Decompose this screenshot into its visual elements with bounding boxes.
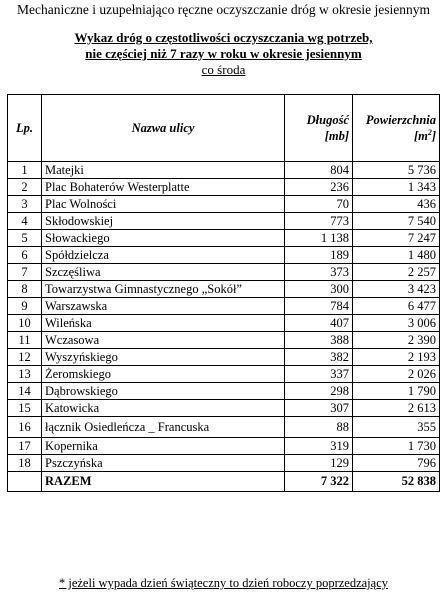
row-lp: 2 — [8, 179, 42, 196]
table-row — [8, 162, 440, 179]
row-street-name: Wyszyńskiego — [42, 349, 285, 366]
row-area: 2 026 — [353, 366, 440, 383]
row-lp: 12 — [8, 349, 42, 366]
row-length: 1 138 — [285, 230, 353, 247]
row-length: 388 — [285, 332, 353, 349]
total-lp-cell — [8, 472, 42, 492]
row-area: 436 — [353, 196, 440, 213]
document-title: Mechaniczne i uzupełniająco ręczne oczyszczanie dróg w okresie jesiennym — [16, 2, 431, 17]
row-lp: 7 — [8, 264, 42, 281]
row-length: 784 — [285, 298, 353, 315]
row-street-name: Szczęśliwa — [42, 264, 285, 281]
header-length — [285, 95, 353, 162]
row-street-name: Warszawska — [42, 298, 285, 315]
row-street-name: Wileńska — [42, 315, 285, 332]
total-label: RAZEM — [42, 472, 285, 492]
row-lp: 14 — [8, 383, 42, 400]
row-area: 3 423 — [353, 281, 440, 298]
header-area-unit: $[m^2]$ — [413, 127, 436, 143]
row-lp: 1 — [8, 162, 42, 179]
row-street-name: Żeromskiego — [42, 366, 285, 383]
header-area — [353, 95, 440, 162]
row-area: 2 257 — [353, 264, 440, 281]
row-street-name: Pszczyńska — [42, 455, 285, 472]
table-row — [8, 213, 440, 230]
table-row — [8, 400, 440, 417]
row-lp: 13 — [8, 366, 42, 383]
row-street-name: Plac Wolności — [42, 196, 285, 213]
row-street-name: Skłodowskiej — [42, 213, 285, 230]
row-street-name: Dąbrowskiego — [42, 383, 285, 400]
row-street-name: Katowicka — [42, 400, 285, 417]
row-length: 70 — [285, 196, 353, 213]
row-lp: 3 — [8, 196, 42, 213]
row-lp: 11 — [8, 332, 42, 349]
header-row — [8, 95, 440, 162]
row-length: 129 — [285, 455, 353, 472]
table-row — [8, 281, 440, 298]
row-area: 2 390 — [353, 332, 440, 349]
table-row — [8, 179, 440, 196]
row-lp: 18 — [8, 455, 42, 472]
row-area: 5 736 — [353, 162, 440, 179]
row-length: 337 — [285, 366, 353, 383]
row-area: 1 790 — [353, 383, 440, 400]
table-row — [8, 315, 440, 332]
row-area: 3 006 — [353, 315, 440, 332]
row-street-name: Matejki — [42, 162, 285, 179]
total-length: 7 322 — [285, 472, 353, 492]
table-row — [8, 349, 440, 366]
row-lp: 8 — [8, 281, 42, 298]
table-row — [8, 247, 440, 264]
row-lp: 5 — [8, 230, 42, 247]
row-street-name: łącznik Osiedleńcza _ Francuska — [42, 417, 285, 438]
row-length: 382 — [285, 349, 353, 366]
row-length: 307 — [285, 400, 353, 417]
row-lp: 9 — [8, 298, 42, 315]
row-length: 300 — [285, 281, 353, 298]
header-lp: Lp. — [8, 95, 42, 162]
row-length: 189 — [285, 247, 353, 264]
row-street-name: Towarzystwa Gimnastycznego „Sokół” — [42, 281, 285, 298]
table-row — [8, 298, 440, 315]
table-row — [8, 366, 440, 383]
row-length: 88 — [285, 417, 353, 438]
row-street-name: Kopernika — [42, 438, 285, 455]
row-area: 355 — [353, 417, 440, 438]
row-lp: 4 — [8, 213, 42, 230]
total-row — [8, 472, 440, 492]
table-row — [8, 383, 440, 400]
header-length-label: Długość — [306, 113, 349, 127]
subtitle-line-3: co środa — [201, 62, 246, 77]
row-lp: 17 — [8, 438, 42, 455]
table-row — [8, 332, 440, 349]
table-body — [8, 162, 440, 472]
subtitle-line-1: Wykaz dróg o częstotliwości oczyszczania wg potrzeb, — [74, 30, 373, 45]
row-area: 1 480 — [353, 247, 440, 264]
row-area: 7 247 — [353, 230, 440, 247]
row-lp: 10 — [8, 315, 42, 332]
row-area: 7 540 — [353, 213, 440, 230]
table-row — [8, 438, 440, 455]
table-row — [8, 455, 440, 472]
row-street-name: Wczasowa — [42, 332, 285, 349]
row-street-name: Słowackiego — [42, 230, 285, 247]
row-length: 236 — [285, 179, 353, 196]
row-length: 373 — [285, 264, 353, 281]
row-area: 796 — [353, 455, 440, 472]
footnote: * jeżeli wypada dzień świąteczny to dzień roboczy poprzedzający — [58, 576, 388, 590]
header-length-unit: [mb] — [324, 129, 349, 143]
table-row — [8, 230, 440, 247]
header-street-name: Nazwa ulicy — [42, 95, 285, 162]
row-lp: 6 — [8, 247, 42, 264]
table-row — [8, 196, 440, 213]
row-area: 2 613 — [353, 400, 440, 417]
row-area: 1 343 — [353, 179, 440, 196]
row-length: 804 — [285, 162, 353, 179]
row-area: 6 477 — [353, 298, 440, 315]
row-length: 298 — [285, 383, 353, 400]
table-row — [8, 417, 440, 438]
total-area: 52 838 — [353, 472, 440, 492]
row-area: 2 193 — [353, 349, 440, 366]
subtitle-line-2: nie częściej niż 7 razy w roku w okresie jesiennym — [85, 46, 362, 61]
row-lp: 16 — [8, 417, 42, 438]
row-length: 407 — [285, 315, 353, 332]
row-length: 773 — [285, 213, 353, 230]
row-area: 1 730 — [353, 438, 440, 455]
streets-table — [7, 94, 440, 492]
row-length: 319 — [285, 438, 353, 455]
row-street-name: Plac Bohaterów Westerplatte — [42, 179, 285, 196]
row-lp: 15 — [8, 400, 42, 417]
row-street-name: Spółdzielcza — [42, 247, 285, 264]
table-row — [8, 264, 440, 281]
header-area-label: Powierzchnia — [365, 113, 436, 127]
